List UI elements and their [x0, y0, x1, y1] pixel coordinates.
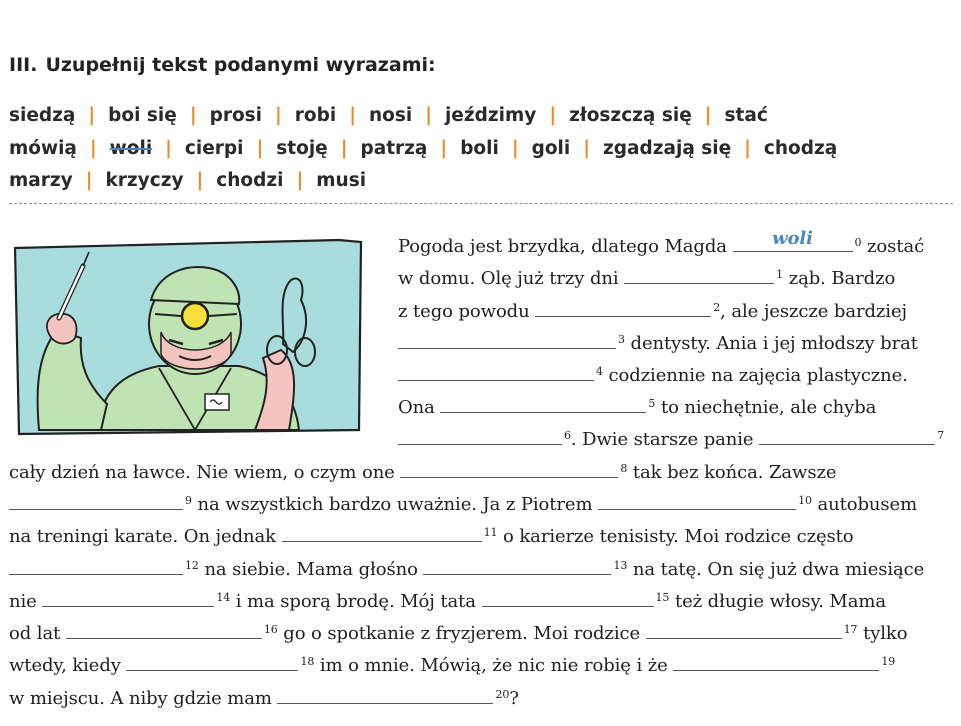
word-separator: | [275, 105, 282, 126]
text-fragment: ząb. Bardzo [788, 268, 896, 289]
text-line-9 [9, 493, 917, 517]
gap-20[interactable] [277, 687, 493, 704]
text-line-12 [9, 590, 886, 614]
text-fragment: też długie włosy. Mama [674, 591, 886, 612]
word-separator: | [549, 105, 557, 126]
word-bank-word: krzyczy [105, 170, 184, 191]
gap-11[interactable] [282, 525, 482, 542]
gap-number: 8 [620, 462, 628, 475]
word-bank-word: woli [109, 137, 153, 159]
word-bank-word: stać [724, 105, 768, 126]
text-fragment: autobusem [817, 494, 918, 515]
gap-3[interactable] [398, 332, 616, 349]
text-fragment: od lat [9, 623, 61, 644]
word-separator: | [196, 170, 204, 191]
gap-number: 13 [613, 559, 628, 572]
gap-16[interactable] [66, 622, 262, 639]
gap-number: 5 [648, 397, 656, 410]
word-bank-word: marzy [9, 170, 73, 191]
gap-15[interactable] [482, 590, 654, 607]
word-separator: | [296, 170, 304, 191]
exercise-number: III. [9, 54, 38, 76]
gap-number: 7 [937, 429, 945, 442]
word-separator: | [704, 105, 712, 126]
text-line-5 [398, 364, 908, 388]
exercise-title: Uzupełnij tekst podanymi wyrazami: [45, 54, 436, 76]
text-fragment: tak bez końca. Zawsze [632, 462, 837, 483]
text-line-7 [398, 428, 944, 452]
word-separator: | [511, 137, 519, 159]
gap-number: 12 [185, 559, 199, 572]
word-bank-row [9, 133, 949, 166]
gap-number: 18 [300, 655, 315, 668]
gap-10[interactable] [598, 493, 796, 510]
text-fragment: w domu. Olę już trzy dni [398, 268, 619, 289]
text-fragment: na treningi karate. On jednak [9, 526, 276, 547]
text-line-15 [9, 687, 519, 711]
text-line-10 [9, 525, 854, 549]
word-separator: | [88, 105, 96, 126]
word-separator: | [744, 137, 751, 159]
word-bank-word: złoszczą się [569, 105, 692, 126]
text-fragment: na wszystkich bardzo uważnie. Ja z Piotrem [197, 494, 593, 515]
gap-number: 11 [483, 526, 498, 539]
text-fragment: w miejscu. A niby gdzie mam [9, 688, 272, 709]
text-line-3 [398, 300, 907, 324]
gap-number: 0 [854, 236, 862, 249]
word-separator: | [425, 105, 432, 126]
gap-number: 2 [713, 301, 721, 314]
word-bank-word: chodzi [216, 170, 284, 191]
word-bank-word: jeździmy [444, 105, 537, 126]
dentist-illustration [9, 234, 377, 440]
text-fragment: na siebie. Mama głośno [204, 559, 418, 580]
gap-14[interactable] [42, 590, 214, 607]
example-answer: woli [772, 228, 813, 249]
word-bank-word: prosi [209, 105, 263, 126]
word-separator: | [165, 137, 172, 159]
exercise-heading [9, 54, 436, 76]
text-fragment: nie [9, 591, 37, 612]
gap-6[interactable] [398, 428, 562, 445]
text-fragment: cały dzień na ławce. Nie wiem, o czym one [9, 462, 395, 483]
word-bank-word: goli [531, 137, 571, 159]
gap-number: 15 [655, 591, 670, 604]
text-fragment: . Dwie starsze panie [570, 429, 754, 450]
text-line-8 [9, 461, 836, 485]
text-fragment: go o spotkanie z fryzjerem. Moi rodzice [283, 623, 641, 644]
text-fragment: zostać [867, 236, 925, 257]
word-bank-word: chodzą [763, 137, 838, 159]
gap-5[interactable] [440, 396, 646, 413]
gap-1[interactable] [624, 267, 774, 284]
gap-number: 16 [263, 623, 278, 636]
word-separator: | [256, 137, 264, 159]
text-line-13 [9, 622, 907, 646]
gap-number: 1 [776, 268, 784, 281]
gap-19[interactable] [673, 654, 879, 671]
word-bank-word: boli [460, 137, 499, 159]
text-line-11 [9, 558, 924, 582]
text-fragment: dentysty. Ania i jej młodszy brat [630, 333, 918, 354]
gap-0 [733, 228, 853, 252]
gap-number: 19 [881, 655, 896, 668]
text-fragment: z tego powodu [398, 301, 530, 322]
gap-number: 20 [495, 688, 510, 701]
gap-12[interactable] [9, 558, 183, 575]
gap-13[interactable] [423, 558, 611, 575]
word-separator: | [89, 137, 97, 159]
gap-number: 9 [185, 494, 192, 507]
dashed-divider [9, 203, 953, 204]
word-bank-word: boi się [108, 105, 177, 126]
word-bank-row [9, 165, 949, 198]
gap-8[interactable] [400, 461, 618, 478]
word-bank-word: siedzą [9, 105, 76, 126]
word-bank-word: nosi [368, 105, 413, 126]
word-bank-word: stoję [276, 137, 328, 159]
word-bank-row [9, 100, 949, 133]
word-bank-word: robi [294, 105, 337, 126]
gap-17[interactable] [646, 622, 842, 639]
gap-9[interactable] [9, 493, 183, 510]
text-fragment: na tatę. On się już dwa miesiące [632, 559, 925, 580]
text-fragment: im o mnie. Mówią, że nic nie robię i że [319, 655, 668, 676]
word-separator: | [189, 105, 197, 126]
word-separator: | [340, 137, 348, 159]
word-bank-word: musi [316, 170, 367, 191]
text-fragment: , ale jeszcze bardziej [720, 301, 907, 322]
gap-number: 3 [618, 333, 625, 346]
word-separator: | [85, 170, 93, 191]
word-bank-word: zgadzają się [603, 137, 732, 159]
text-fragment: codziennie na zajęcia plastyczne. [608, 365, 908, 386]
word-separator: | [583, 137, 590, 159]
text-line-1 [398, 228, 925, 259]
text-fragment: ? [509, 688, 519, 709]
gap-number: 14 [216, 591, 231, 604]
gap-4[interactable] [398, 364, 594, 381]
gap-number: 4 [596, 365, 603, 378]
text-fragment: Ona [398, 397, 435, 418]
gap-number: 17 [843, 623, 858, 636]
gap-number: 6 [564, 429, 571, 442]
text-fragment: Pogoda jest brzydka, dlatego Magda [398, 236, 727, 257]
text-fragment: o karierze tenisisty. Moi rodzice często [503, 526, 854, 547]
gap-2[interactable] [535, 300, 711, 317]
word-separator: | [440, 137, 448, 159]
gap-7[interactable] [759, 428, 935, 445]
text-fragment: wtedy, kiedy [9, 655, 121, 676]
text-line-6 [398, 396, 876, 420]
word-bank [9, 100, 949, 198]
text-fragment: i ma sporą brodę. Mój tata [235, 591, 476, 612]
text-fragment: tylko [863, 623, 908, 644]
text-line-14 [9, 654, 895, 678]
text-line-2 [398, 267, 895, 291]
text-line-4 [398, 332, 918, 356]
gap-number: 10 [798, 494, 812, 507]
word-bank-word: patrzą [360, 137, 428, 159]
text-fragment: to niechętnie, ale chyba [660, 397, 877, 418]
word-bank-word: cierpi [184, 137, 244, 159]
gap-18[interactable] [126, 654, 298, 671]
word-bank-word: mówią [9, 137, 77, 159]
word-separator: | [349, 105, 356, 126]
